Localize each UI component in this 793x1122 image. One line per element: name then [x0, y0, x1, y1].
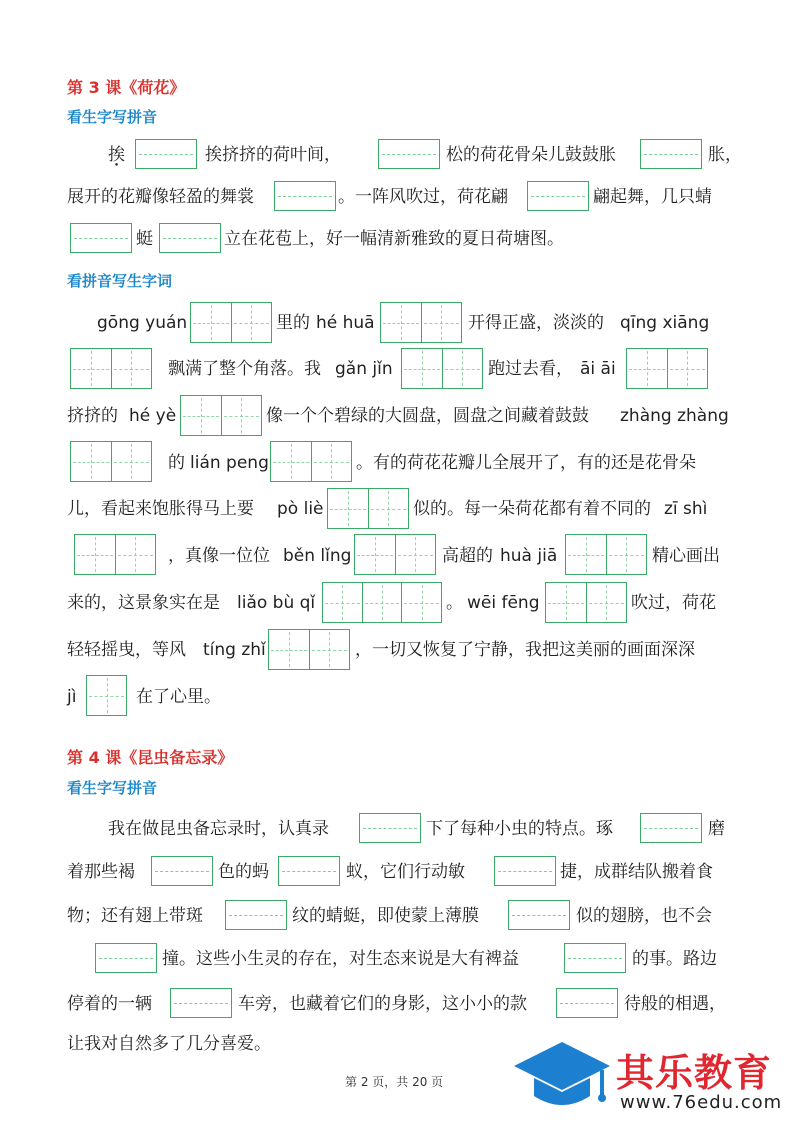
pinyin-answer-box[interactable] — [95, 943, 157, 973]
pinyin-prompt: jì — [67, 687, 77, 707]
text-segment: 松的荷花骨朵儿鼓鼓胀 — [446, 145, 616, 165]
text-segment: 纹的蜻蜓，即使蒙上薄膜 — [292, 906, 479, 926]
text-segment: 精心画出 — [652, 546, 720, 566]
pinyin-answer-box[interactable] — [494, 856, 556, 886]
text-segment: 似的翅膀，也不会 — [576, 906, 712, 926]
text-segment: ，一切又恢复了宁静，我把这美丽的画面深深 — [355, 640, 695, 660]
character-grid-box[interactable] — [354, 534, 436, 575]
character-grid-box[interactable] — [270, 441, 352, 482]
pinyin-answer-box[interactable] — [151, 856, 213, 886]
text-segment: 蜓 — [136, 229, 153, 249]
pinyin-prompt: wēi fēng — [467, 593, 540, 613]
char-ai: 挨 — [108, 145, 125, 165]
text-segment: 翩起舞，几只蜻 — [593, 187, 712, 207]
pinyin-answer-box[interactable] — [640, 813, 702, 843]
text-segment: 里的 — [276, 313, 310, 333]
pinyin-answer-box[interactable] — [135, 139, 197, 169]
character-grid-box[interactable] — [74, 534, 156, 575]
pinyin-answer-box[interactable] — [640, 139, 702, 169]
pinyin-answer-box[interactable] — [378, 139, 440, 169]
text-segment: 的 — [168, 453, 185, 473]
text-segment: 似的。每一朵荷花都有着不同的 — [413, 499, 651, 519]
character-grid-box[interactable] — [327, 488, 409, 529]
character-grid-box[interactable] — [86, 675, 127, 716]
text-segment: 磨 — [708, 819, 725, 839]
text-segment: 挤挤的 — [67, 406, 118, 426]
text-segment: 跑过去看， — [488, 359, 573, 379]
pinyin-answer-box[interactable] — [274, 181, 336, 211]
text-segment: 开得正盛，淡淡的 — [468, 313, 604, 333]
logo — [512, 1038, 612, 1120]
text-segment: 的事。路边 — [632, 949, 717, 969]
pinyin-answer-box[interactable] — [527, 181, 589, 211]
character-grid-box[interactable] — [70, 441, 152, 482]
lesson-3-title: 第 3 课《荷花》 — [67, 78, 186, 97]
character-grid-box[interactable] — [401, 348, 483, 389]
pinyin-prompt: zī shì — [664, 499, 708, 519]
text-segment: 我在做昆虫备忘录时，认真录 — [108, 819, 329, 839]
character-grid-box[interactable] — [565, 534, 647, 575]
text-segment: 吹过，荷花 — [631, 593, 716, 613]
pinyin-prompt: hé huā — [316, 313, 375, 333]
text-segment: 胀， — [708, 145, 742, 165]
text-segment: 。有的荷花花瓣儿全展开了，有的还是花骨朵 — [356, 453, 696, 473]
character-grid-box[interactable] — [380, 302, 462, 343]
pinyin-prompt: qīng xiāng — [620, 313, 710, 333]
text-segment: 下了每种小虫的特点。琢 — [426, 819, 613, 839]
text-segment: 儿，看起来饱胀得马上要 — [67, 499, 254, 519]
character-grid-box[interactable] — [180, 395, 262, 436]
text-segment: 色的蚂 — [218, 862, 269, 882]
pinyin-prompt: lián peng — [190, 453, 269, 473]
text-segment: 。 — [446, 593, 463, 613]
pinyin-answer-box[interactable] — [70, 223, 132, 253]
text-segment: 轻轻摇曳，等风 — [67, 640, 186, 660]
pinyin-prompt: gǎn jǐn — [335, 359, 393, 379]
character-grid-box[interactable] — [70, 348, 152, 389]
logo-url: www.76edu.com — [620, 1092, 783, 1113]
character-grid-box[interactable] — [322, 582, 442, 623]
pinyin-answer-box[interactable] — [556, 988, 618, 1018]
section-write-characters: 看拼音写生字词 — [67, 272, 173, 290]
text-segment: 让我对自然多了几分喜爱。 — [67, 1034, 271, 1054]
pinyin-prompt: liǎo bù qǐ — [237, 593, 316, 613]
text-segment: 立在花苞上，好一幅清新雅致的夏日荷塘图。 — [224, 229, 564, 249]
lesson-4-title: 第 4 课《昆虫备忘录》 — [67, 748, 234, 767]
pinyin-answer-box[interactable] — [564, 943, 626, 973]
character-grid-box[interactable] — [190, 302, 272, 343]
character-grid-box[interactable] — [545, 582, 627, 623]
pinyin-prompt: zhàng zhàng — [620, 406, 729, 426]
text-segment: 高超的 — [442, 546, 493, 566]
text-segment: 停着的一辆 — [67, 994, 152, 1014]
pinyin-prompt: gōng yuán — [97, 313, 188, 333]
text-segment: 着那些褐 — [67, 862, 135, 882]
pinyin-prompt: huà jiā — [500, 546, 558, 566]
text-segment: 飘满了整个角落。我 — [168, 359, 321, 379]
text-segment: 展开的花瓣像轻盈的舞裳 — [67, 187, 254, 207]
pinyin-prompt: tíng zhǐ — [203, 640, 266, 660]
pinyin-answer-box[interactable] — [278, 856, 340, 886]
text-segment: 蚁，它们行动敏 — [346, 862, 465, 882]
pinyin-answer-box[interactable] — [359, 813, 421, 843]
character-grid-box[interactable] — [268, 629, 350, 670]
text-segment: 撞。这些小生灵的存在，对生态来说是大有裨益 — [162, 949, 519, 969]
text-segment: 捷，成群结队搬着食 — [560, 862, 713, 882]
text-segment: 挨挤挤的荷叶间， — [205, 145, 341, 165]
text-segment: 来的，这景象实在是 — [67, 593, 220, 613]
page-number: 第 2 页，共 20 页 — [345, 1075, 444, 1089]
section-write-pinyin: 看生字写拼音 — [67, 779, 158, 797]
pinyin-prompt: āi āi — [580, 359, 616, 379]
text-segment: 待般的相遇， — [624, 994, 726, 1014]
text-segment: ，真像一位位 — [168, 546, 270, 566]
character-grid-box[interactable] — [626, 348, 708, 389]
text-segment: 车旁，也藏着它们的身影，这小小的款 — [238, 994, 527, 1014]
graduation-cap-icon — [512, 1038, 612, 1116]
pinyin-answer-box[interactable] — [170, 988, 232, 1018]
pinyin-answer-box[interactable] — [159, 223, 221, 253]
text-segment: 在了心里。 — [136, 687, 221, 707]
text-segment: 。一阵风吹过，荷花翩 — [338, 187, 508, 207]
pinyin-prompt: běn lǐng — [283, 546, 352, 566]
pinyin-prompt: hé yè — [129, 406, 177, 426]
text-segment: 物；还有翅上带斑 — [67, 906, 203, 926]
pinyin-answer-box[interactable] — [225, 900, 287, 930]
section-write-pinyin: 看生字写拼音 — [67, 108, 158, 126]
logo-name: 其乐教育 — [616, 1051, 773, 1095]
text-segment: 像一个个碧绿的大圆盘，圆盘之间藏着鼓鼓 — [266, 406, 589, 426]
pinyin-answer-box[interactable] — [508, 900, 570, 930]
pinyin-prompt: pò liè — [277, 499, 324, 519]
